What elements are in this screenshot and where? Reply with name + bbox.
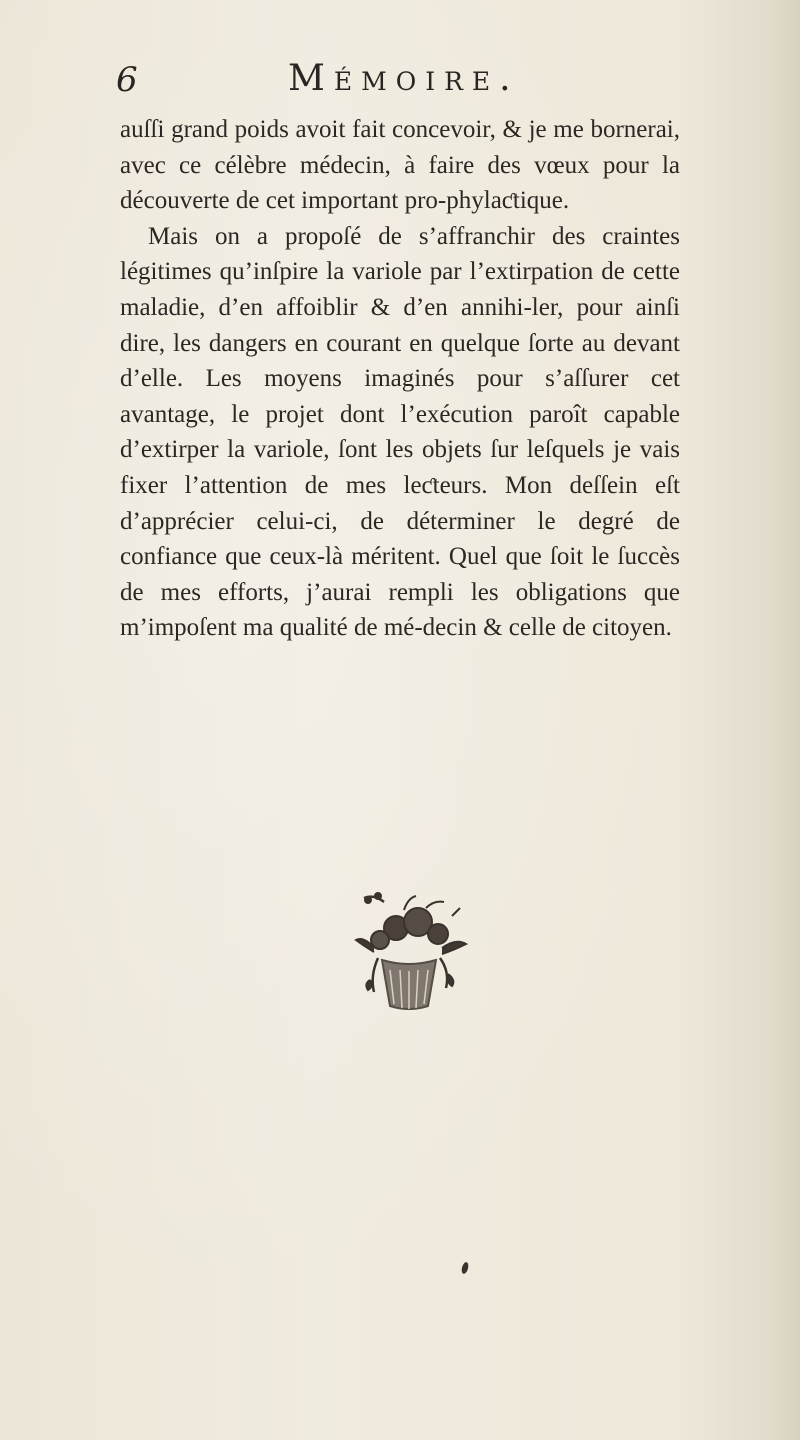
running-title: Mémoire.: [288, 58, 520, 99]
floral-basket-ornament-icon: [334, 888, 484, 1018]
paragraph-1: auſſi grand poids avoit fait concevoir, & je me bornerai, avec ce célèbre médecin, à faire des vœux pour la découverte de cet important pro-phylaƈtique.: [120, 116, 680, 215]
page-header: [116, 58, 676, 118]
page-number: 6: [116, 60, 138, 100]
body-text: [120, 112, 680, 646]
ink-speck-icon: [460, 1260, 470, 1276]
paragraph-2: Mais on a propoſé de s’affranchir des craintes légitimes qu’inſpire la variole par l’extirpation de cette maladie, d’en affoiblir & d’en annihi-ler, pour ainſi dire, les dangers en courant en quelque ſorte au devant d’elle. Les moyens imaginés pour s’aſſurer cet avantage, le projet dont l’exécution paroît capable d’extirper la variole, ſont les objets ſur leſquels je vais fixer l’attention de mes leƈteurs. Mon deſſein eſt d’apprécier celui-ci, de déterminer le degré de confiance que ceux-là méritent. Quel que ſoit le ſuccès de mes efforts, j’aurai rempli les obligations que m’impoſent ma qualité de mé-decin & celle de citoyen.: [120, 222, 680, 642]
